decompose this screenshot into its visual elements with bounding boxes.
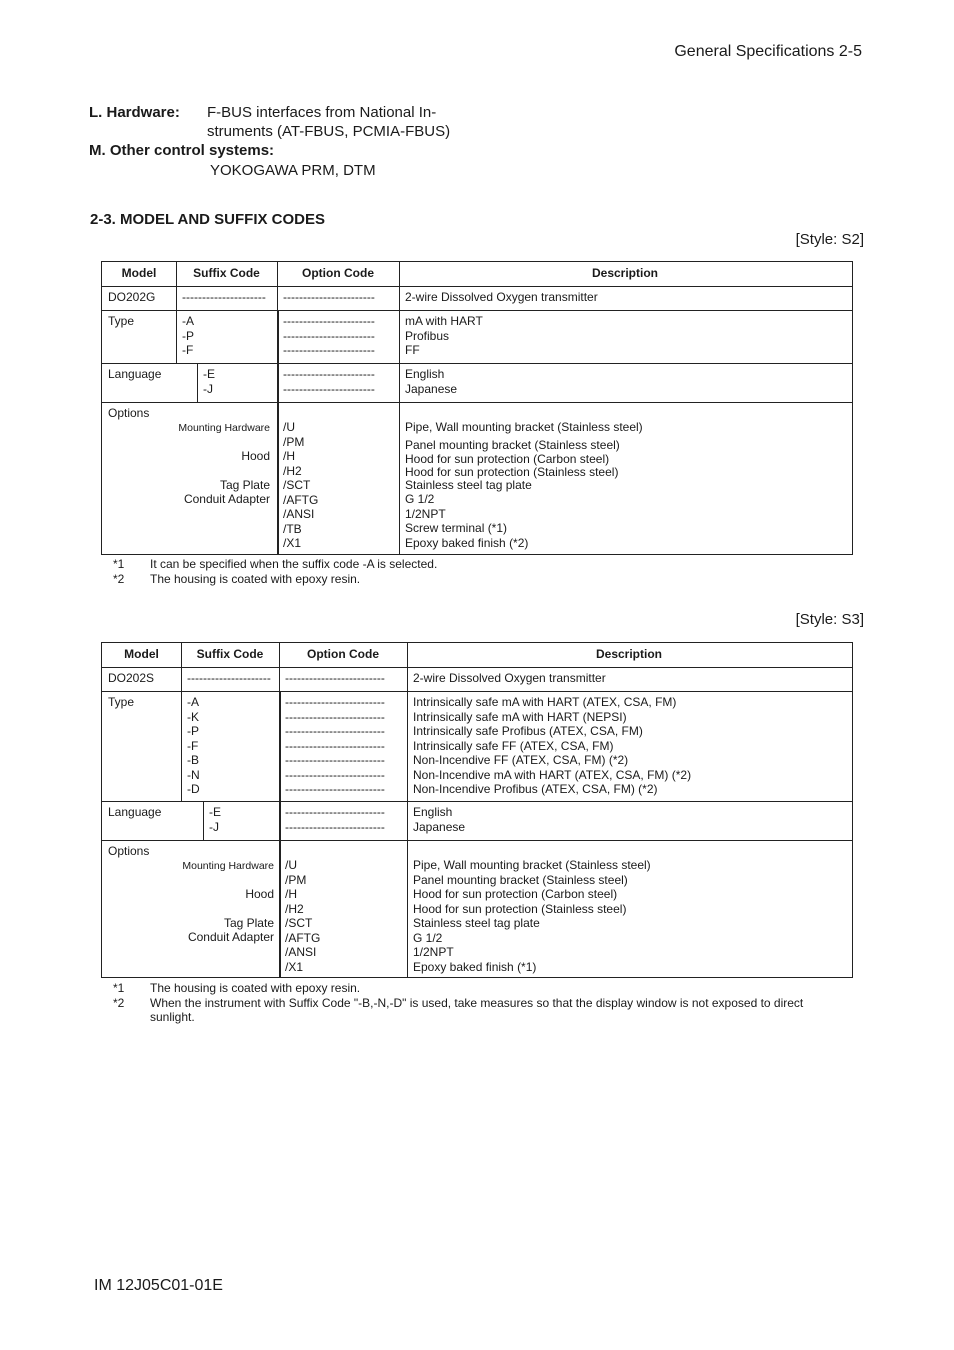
s3-type-code: -N <box>187 767 200 782</box>
s2-option-desc: Epoxy baked finish (*2) <box>405 535 529 550</box>
s3-options-label: Options <box>108 844 150 858</box>
s3-language-dashes: ------------------------- <box>285 819 385 834</box>
s2-option-desc: Pipe, Wall mounting bracket (Stainless steel) <box>405 420 643 434</box>
s3-language-desc: Japanese <box>413 819 466 834</box>
s3-type-dashes: ------------------------- <box>285 695 385 709</box>
s3-type-code: -A <box>187 695 199 709</box>
s3-type-dashes: ------------------------- <box>285 709 385 724</box>
s2-type-dashes: ----------------------- <box>283 314 375 328</box>
other-label: M. Other control systems: <box>89 142 275 159</box>
s3-option-code: /H <box>285 887 297 901</box>
s2-note-text: The housing is coated with epoxy resin. <box>150 572 361 586</box>
s3-note-text: The housing is coated with epoxy resin. <box>150 981 361 995</box>
s3-type-code: -F <box>187 738 199 753</box>
s3-type-code: -P <box>187 724 199 738</box>
s3-type-dashes: ------------------------- <box>285 767 385 782</box>
s2-type-code: -F <box>182 343 194 357</box>
s3-model: DO202S <box>108 671 155 685</box>
s2-model-option-dashes: ----------------------- <box>283 290 375 304</box>
s3-language-dashes: ------------------------- <box>285 805 385 819</box>
s3-type-desc: Non-Incendive Profibus (ATEX, CSA, FM) (*2) <box>413 782 658 796</box>
s3-type-desc: Intrinsically safe Profibus (ATEX, CSA, FM) <box>413 724 643 738</box>
s2-options-label: Options <box>108 406 150 420</box>
s3-type-desc: Non-Incendive mA with HART (ATEX, CSA, FM) (*2) <box>413 767 692 782</box>
other-value: YOKOGAWA PRM, DTM <box>210 162 376 179</box>
s2-model-description: 2-wire Dissolved Oxygen transmitter <box>405 290 598 304</box>
s3-language-desc: English <box>413 805 453 819</box>
s3-group-conduit: Conduit Adapter <box>187 930 274 944</box>
s2-type-desc: mA with HART <box>405 314 483 328</box>
s3-th-description: Description <box>595 647 662 661</box>
s2-option-code: /ANSI <box>283 507 315 521</box>
s3-type-code: -D <box>187 782 200 796</box>
s3-note-mark: *2 <box>113 996 125 1010</box>
s2-group-tag: Tag Plate <box>219 478 270 492</box>
s2-model: DO202G <box>108 290 156 304</box>
s3-option-code: /X1 <box>285 959 304 974</box>
s2-th-description: Description <box>591 266 658 280</box>
s2-language-label: Language <box>108 367 162 381</box>
s2-type-code: -A <box>182 314 194 328</box>
s2-option-code: /H2 <box>283 463 302 478</box>
s3-option-code: /SCT <box>285 916 313 930</box>
s3-type-dashes: ------------------------- <box>285 782 385 796</box>
hardware-label: L. Hardware: <box>89 104 180 121</box>
s2-option-code: /PM <box>283 434 305 449</box>
s2-language-dashes: ----------------------- <box>283 381 375 396</box>
s2-option-code: /TB <box>283 521 302 536</box>
s2-group-conduit: Conduit Adapter <box>183 492 270 506</box>
s3-option-code: /PM <box>285 872 307 887</box>
s2-option-desc: Hood for sun protection (Carbon steel) <box>405 452 610 466</box>
section-title: 2-3. MODEL AND SUFFIX CODES <box>90 211 326 228</box>
style-s2-label: [Style: S2] <box>795 231 864 248</box>
s2-option-desc: Panel mounting bracket (Stainless steel) <box>405 437 620 452</box>
s3-option-desc: Pipe, Wall mounting bracket (Stainless steel) <box>413 858 651 872</box>
s2-type-desc: Profibus <box>405 328 450 343</box>
s3-type-desc: Non-Incendive FF (ATEX, CSA, FM) (*2) <box>413 753 629 767</box>
s3-type-label: Type <box>108 695 135 709</box>
s3-table <box>101 642 853 978</box>
s3-model-description: 2-wire Dissolved Oxygen transmitter <box>413 671 606 685</box>
s3-model-option-dashes: ------------------------- <box>285 671 385 685</box>
s3-note-text-cont: sunlight. <box>150 1010 195 1024</box>
s2-language-desc: Japanese <box>405 381 458 396</box>
hardware-line2: struments (AT-FBUS, PCMIA-FBUS) <box>207 123 451 140</box>
s2-option-desc: 1/2NPT <box>405 506 446 521</box>
s2-note-mark: *1 <box>113 557 125 571</box>
hardware-line1: F-BUS interfaces from National In- <box>207 104 437 121</box>
s2-option-desc: Hood for sun protection (Stainless steel) <box>405 464 619 479</box>
document-id: IM 12J05C01-01E <box>94 1277 223 1294</box>
s3-option-desc: 1/2NPT <box>413 945 454 959</box>
s2-option-desc: G 1/2 <box>405 492 435 506</box>
s3-option-code: /ANSI <box>285 945 317 959</box>
s2-option-desc: Stainless steel tag plate <box>405 477 532 492</box>
s3-option-desc: Hood for sun protection (Carbon steel) <box>413 887 618 901</box>
s3-option-desc: Epoxy baked finish (*1) <box>413 959 537 974</box>
s3-type-dashes: ------------------------- <box>285 724 385 738</box>
s3-option-desc: Hood for sun protection (Stainless steel) <box>413 901 627 916</box>
s3-option-code: /AFTG <box>285 930 321 945</box>
s2-note-mark: *2 <box>113 572 125 586</box>
s3-note-mark: *1 <box>113 981 125 995</box>
style-s3-label: [Style: S3] <box>795 611 864 628</box>
s2-option-code: /H <box>283 449 295 463</box>
s2-language-desc: English <box>405 367 445 381</box>
s2-language-code: -E <box>203 367 215 381</box>
s3-type-code: -K <box>187 709 199 724</box>
s3-th-option: Option Code <box>307 647 379 661</box>
s3-th-suffix: Suffix Code <box>196 647 264 661</box>
s3-type-code: -B <box>187 753 199 767</box>
s2-language-dashes: ----------------------- <box>283 367 375 381</box>
s3-option-desc: Panel mounting bracket (Stainless steel) <box>413 872 628 887</box>
s2-note-text: It can be specified when the suffix code -A is selected. <box>150 557 438 571</box>
s3-note-text: When the instrument with Suffix Code "-B,-N,-D" is used, take measures so that the display window is not exposed to direct <box>150 996 804 1010</box>
s2-option-desc: Screw terminal (*1) <box>405 521 508 535</box>
s2-th-model: Model <box>121 266 157 280</box>
s2-type-label: Type <box>108 314 135 328</box>
s2-type-dashes: ----------------------- <box>283 328 375 343</box>
s3-language-code: -E <box>209 805 221 819</box>
s3-type-dashes: ------------------------- <box>285 738 385 753</box>
s2-group-mounting: Mounting Hardware <box>178 422 270 434</box>
s2-option-code: /X1 <box>283 536 302 550</box>
s3-group-tag: Tag Plate <box>223 916 274 930</box>
s3-option-code: /H2 <box>285 901 304 916</box>
s2-th-option: Option Code <box>302 266 374 280</box>
s3-type-desc: Intrinsically safe mA with HART (NEPSI) <box>413 709 627 724</box>
s2-th-suffix: Suffix Code <box>193 266 260 280</box>
s2-group-hood: Hood <box>241 449 270 463</box>
s3-option-desc: Stainless steel tag plate <box>413 916 540 930</box>
page-header: General Specifications 2-5 <box>674 43 862 60</box>
s3-option-desc: G 1/2 <box>413 930 443 945</box>
s2-language-code: -J <box>203 381 213 396</box>
s2-type-desc: FF <box>405 343 420 357</box>
s2-model-suffix-dashes: --------------------- <box>182 290 266 304</box>
s3-group-mounting: Mounting Hardware <box>182 860 274 872</box>
s2-type-dashes: ----------------------- <box>283 343 375 357</box>
s3-group-hood: Hood <box>245 887 274 901</box>
s3-type-desc: Intrinsically safe mA with HART (ATEX, CSA, FM) <box>413 695 677 709</box>
s3-type-desc: Intrinsically safe FF (ATEX, CSA, FM) <box>413 738 614 753</box>
s2-option-code: /SCT <box>283 478 311 492</box>
s3-type-dashes: ------------------------- <box>285 753 385 767</box>
s2-option-code: /AFTG <box>283 492 319 507</box>
s2-table <box>101 261 853 555</box>
s3-model-suffix-dashes: --------------------- <box>187 671 271 685</box>
s3-option-code: /U <box>285 858 297 872</box>
s2-type-code: -P <box>182 328 194 343</box>
s2-option-code: /U <box>283 420 295 434</box>
s3-language-label: Language <box>108 805 162 819</box>
s3-th-model: Model <box>124 647 159 661</box>
s3-language-code: -J <box>209 819 219 834</box>
